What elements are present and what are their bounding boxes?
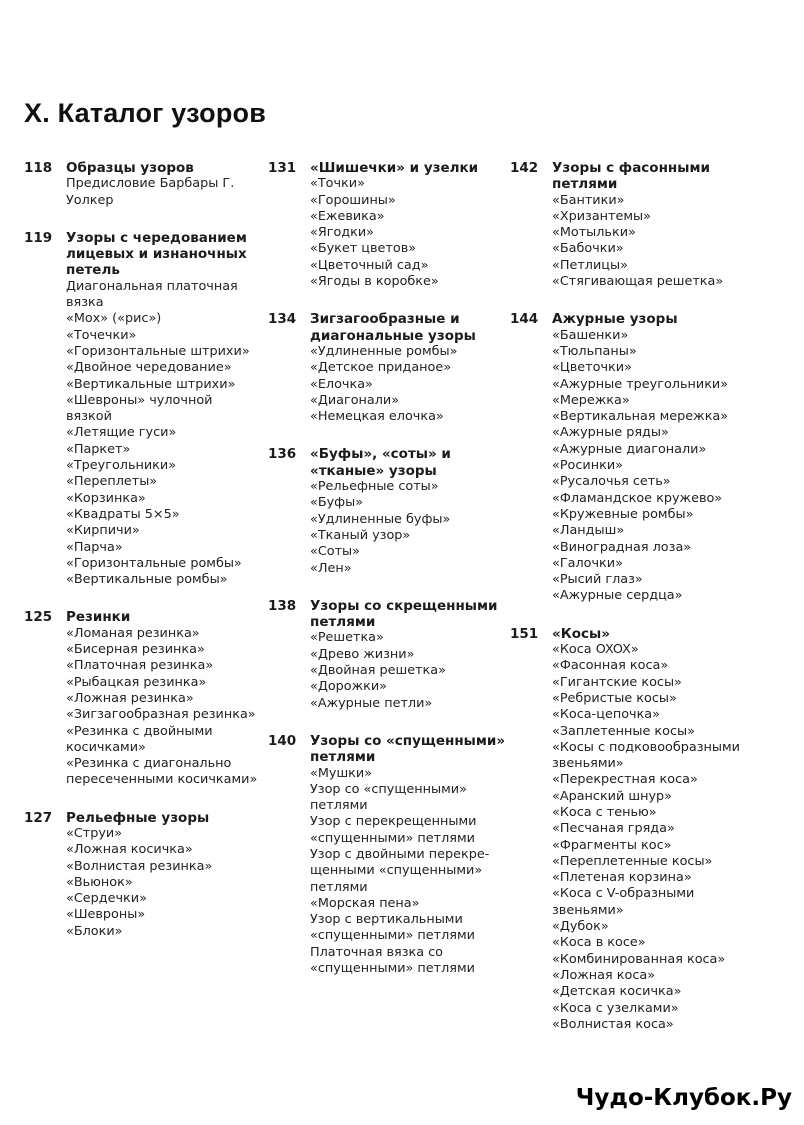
pattern-item: «Бисерная резинка» (66, 642, 205, 658)
pattern-item: «Русалочья сеть» (552, 474, 671, 490)
pattern-item: «Сердечки» (66, 891, 147, 907)
pattern-item: «Платочная резинка» (66, 658, 214, 674)
pattern-list (310, 176, 508, 290)
section-heading: Узоры с фасонными (552, 160, 710, 176)
pattern-item: «Морская пена» (310, 895, 420, 911)
pattern-item: «Ложная коса» (552, 967, 656, 983)
section-heading: «Буфы», «соты» и (310, 446, 451, 463)
section-heading: диагональные узоры (310, 327, 476, 344)
pattern-item: «Лен» (310, 560, 352, 576)
pattern-list (310, 630, 508, 711)
pattern-item: «Цветочный сад» (310, 257, 429, 273)
pattern-item: Предисловие Барбары Г. (66, 176, 235, 192)
section-page-number: 138 (268, 597, 297, 614)
catalog-section (268, 733, 508, 977)
section-heading: петель (66, 262, 120, 279)
pattern-item: «Ложная косичка» (66, 842, 193, 858)
pattern-item: «Горизонтальные штрихи» (66, 343, 250, 359)
pattern-list (66, 626, 269, 789)
pattern-item: «Ажурные петли» (310, 695, 433, 711)
pattern-item: «Гигантские косы» (552, 674, 682, 690)
pattern-item: «Елочка» (310, 376, 373, 392)
pattern-item: «Фламандское кружево» (552, 490, 723, 506)
pattern-item: «Паркет» (66, 441, 131, 457)
pattern-item: «Стягивающая решетка» (552, 274, 724, 290)
pattern-item: пересеченными косичками» (66, 772, 258, 788)
pattern-item: щенными «спущенными» (310, 863, 483, 879)
pattern-item: «Резинка с диагонально (66, 756, 232, 772)
catalog-section (24, 810, 269, 940)
pattern-item: «Корзинка» (66, 490, 146, 506)
section-page-number: 134 (268, 311, 297, 328)
pattern-item: «Зигзагообразная резинка» (66, 707, 256, 723)
site-watermark: Чудо-Клубок.Ру (575, 1085, 792, 1111)
pattern-item: «Фрагменты кос» (552, 837, 672, 853)
section-heading: Зигзагообразные и (310, 311, 460, 328)
pattern-item: «Ежевика» (310, 208, 385, 224)
pattern-item: «Виноградная лоза» (552, 539, 692, 555)
pattern-item: «Перекрестная коса» (552, 772, 698, 788)
pattern-item: «Точки» (310, 176, 365, 192)
page-title: X. Каталог узоров (24, 98, 266, 128)
pattern-item: «спущенными» петлями (310, 830, 475, 846)
catalog-section (268, 598, 508, 712)
pattern-item: «Мушки» (310, 765, 373, 781)
section-heading: «Косы» (552, 625, 610, 642)
pattern-item: «Фасонная коса» (552, 658, 669, 674)
catalog-column-1 (24, 160, 269, 961)
pattern-item: «Удлиненные буфы» (310, 511, 451, 527)
pattern-item: «Ажурные диагонали» (552, 441, 707, 457)
pattern-item: «Переплеты» (66, 474, 158, 490)
pattern-item: «Летящие гуси» (66, 425, 177, 441)
catalog-column-2 (268, 160, 508, 998)
section-heading: Узоры со скрещенными (310, 597, 498, 614)
pattern-item: «Коса в косе» (552, 935, 646, 951)
pattern-item: «Диагонали» (310, 392, 400, 408)
section-heading: Узоры с чередованием (66, 229, 247, 246)
pattern-item: звеньями» (552, 756, 624, 772)
pattern-item: Узор с перекрещенными (310, 814, 477, 830)
pattern-item: звеньями» (552, 902, 624, 918)
pattern-item: «Аранский шнур» (552, 788, 672, 804)
pattern-item: «спущенными» петлями (310, 928, 475, 944)
pattern-item: Платочная вязка со (310, 944, 444, 960)
pattern-item: «Ажурные треугольники» (552, 376, 729, 392)
pattern-item: «Решетка» (310, 630, 384, 646)
catalog-section (268, 311, 508, 425)
section-heading: петлями (310, 749, 376, 766)
pattern-list (552, 328, 795, 605)
pattern-item: «Блоки» (66, 923, 123, 939)
section-page-number: 144 (510, 311, 539, 328)
pattern-item: «Ягодки» (310, 225, 374, 241)
pattern-item: «Ягоды в коробке» (310, 274, 439, 290)
pattern-item: петлями (310, 798, 368, 814)
pattern-item: «Росинки» (552, 458, 623, 474)
pattern-item: «Кирпичи» (66, 523, 140, 539)
pattern-item: «Точечки» (66, 327, 137, 343)
pattern-item: «Удлиненные ромбы» (310, 343, 458, 359)
section-heading: «тканые» узоры (310, 462, 437, 479)
section-page-number: 151 (510, 625, 539, 642)
section-page-number: 136 (268, 446, 297, 463)
section-page-number: 127 (24, 809, 53, 826)
pattern-item: «Коса с V-образными (552, 886, 695, 902)
pattern-item: «Шевроны» (66, 907, 146, 923)
pattern-item: «Двойная решетка» (310, 663, 446, 679)
pattern-item: «Букет цветов» (310, 241, 417, 257)
pattern-item: «Вертикальные ромбы» (66, 572, 228, 588)
pattern-item: «Ломаная резинка» (66, 625, 200, 641)
pattern-item: «Комбинированная коса» (552, 951, 726, 967)
pattern-item: «Переплетенные косы» (552, 853, 713, 869)
pattern-item: «Ребристые косы» (552, 690, 677, 706)
pattern-item: «Ложная резинка» (66, 690, 194, 706)
pattern-item: «Тюльпаны» (552, 343, 637, 359)
pattern-item: «Ажурные сердца» (552, 588, 683, 604)
pattern-item: вязкой (66, 409, 112, 425)
section-heading: петлями (552, 176, 618, 193)
section-page-number: 131 (268, 160, 297, 176)
pattern-item: «Дубок» (552, 919, 609, 935)
section-heading: Рельефные узоры (66, 809, 210, 826)
pattern-item: «Рыбацкая резинка» (66, 674, 207, 690)
pattern-item: вязка (66, 295, 104, 311)
pattern-item: «Квадраты 5×5» (66, 506, 180, 522)
section-heading: Образцы узоров (66, 160, 194, 176)
catalog-section (510, 160, 795, 290)
pattern-item: «Вьюнок» (66, 874, 133, 890)
pattern-item: «Косы с подковообразными (552, 739, 740, 755)
section-heading: петлями (310, 614, 376, 631)
pattern-list (310, 766, 508, 978)
pattern-item: «Галочки» (552, 555, 623, 571)
pattern-item: «Башенки» (552, 327, 629, 343)
pattern-list (66, 279, 269, 589)
pattern-list (310, 344, 508, 425)
catalog-section (24, 160, 269, 209)
pattern-item: «Парча» (66, 539, 123, 555)
catalog-section (268, 160, 508, 290)
pattern-item: «Рысий глаз» (552, 572, 643, 588)
catalog-section (268, 446, 508, 576)
pattern-item: «Тканый узор» (310, 527, 411, 543)
pattern-item: Уолкер (66, 192, 114, 208)
section-heading: Резинки (66, 609, 131, 626)
pattern-item: «Коса с тенью» (552, 804, 657, 820)
catalog-section (510, 311, 795, 604)
pattern-item: «Коса-цепочка» (552, 707, 660, 723)
section-heading: Узоры со «спущенными» (310, 732, 506, 749)
section-heading: «Шишечки» и узелки (310, 160, 479, 176)
pattern-item: «Горизонтальные ромбы» (66, 555, 242, 571)
pattern-item: «Двойное чередование» (66, 360, 232, 376)
pattern-item: Диагональная платочная (66, 278, 238, 294)
pattern-list (552, 642, 795, 1033)
catalog-section (510, 626, 795, 1033)
section-page-number: 140 (268, 732, 297, 749)
pattern-list (552, 193, 795, 291)
pattern-item: «Дорожки» (310, 679, 388, 695)
pattern-item: косичками» (66, 739, 146, 755)
pattern-item: «Волнистая коса» (552, 1016, 674, 1032)
pattern-item: «Мох» («рис») (66, 311, 162, 327)
pattern-item: «Ажурные ряды» (552, 425, 669, 441)
pattern-item: «Цветочки» (552, 360, 632, 376)
pattern-item: «спущенными» петлями (310, 961, 475, 977)
pattern-item: «Буфы» (310, 495, 364, 511)
pattern-item: «Хризантемы» (552, 208, 651, 224)
pattern-item: Узор с двойными перекре- (310, 846, 490, 862)
pattern-item: «Бабочки» (552, 241, 624, 257)
pattern-item: «Коса с узелками» (552, 1000, 679, 1016)
pattern-item: «Горошины» (310, 192, 396, 208)
pattern-item: «Соты» (310, 544, 360, 560)
catalog-column-3 (510, 160, 795, 1054)
pattern-item: «Плетеная корзина» (552, 870, 692, 886)
pattern-item: «Мережка» (552, 392, 630, 408)
pattern-item: «Резинка с двойными (66, 723, 213, 739)
pattern-item: «Древо жизни» (310, 646, 415, 662)
pattern-item: «Мотыльки» (552, 225, 636, 241)
pattern-item: Узор с вертикальными (310, 912, 463, 928)
pattern-item: «Струи» (66, 825, 123, 841)
pattern-item: Узор со «спущенными» (310, 781, 467, 797)
pattern-item: «Песчаная гряда» (552, 821, 675, 837)
pattern-item: «Немецкая елочка» (310, 409, 444, 425)
section-page-number: 125 (24, 609, 53, 626)
pattern-item: «Вертикальная мережка» (552, 409, 729, 425)
pattern-item: петлями (310, 879, 368, 895)
pattern-list (66, 826, 269, 940)
pattern-item: «Заплетенные косы» (552, 723, 695, 739)
pattern-item: «Детское приданое» (310, 360, 452, 376)
section-page-number: 142 (510, 160, 539, 176)
pattern-item: «Коса OXOX» (552, 642, 639, 658)
section-heading: лицевых и изнаночных (66, 246, 247, 263)
pattern-item: «Вертикальные штрихи» (66, 376, 236, 392)
pattern-item: «Волнистая резинка» (66, 858, 213, 874)
section-heading: Ажурные узоры (552, 311, 678, 328)
pattern-item: «Рельефные соты» (310, 479, 439, 495)
catalog-section (24, 609, 269, 788)
pattern-list (310, 479, 508, 577)
pattern-list (66, 176, 269, 209)
pattern-item: «Шевроны» чулочной (66, 392, 213, 408)
pattern-item: «Бантики» (552, 192, 625, 208)
section-page-number: 119 (24, 229, 53, 246)
pattern-item: «Кружевные ромбы» (552, 506, 694, 522)
pattern-item: «Детская косичка» (552, 984, 682, 1000)
catalog-section (24, 230, 269, 589)
pattern-item: «Петлицы» (552, 257, 628, 273)
pattern-item: «Треугольники» (66, 458, 177, 474)
pattern-item: «Ландыш» (552, 523, 625, 539)
section-page-number: 118 (24, 160, 53, 176)
